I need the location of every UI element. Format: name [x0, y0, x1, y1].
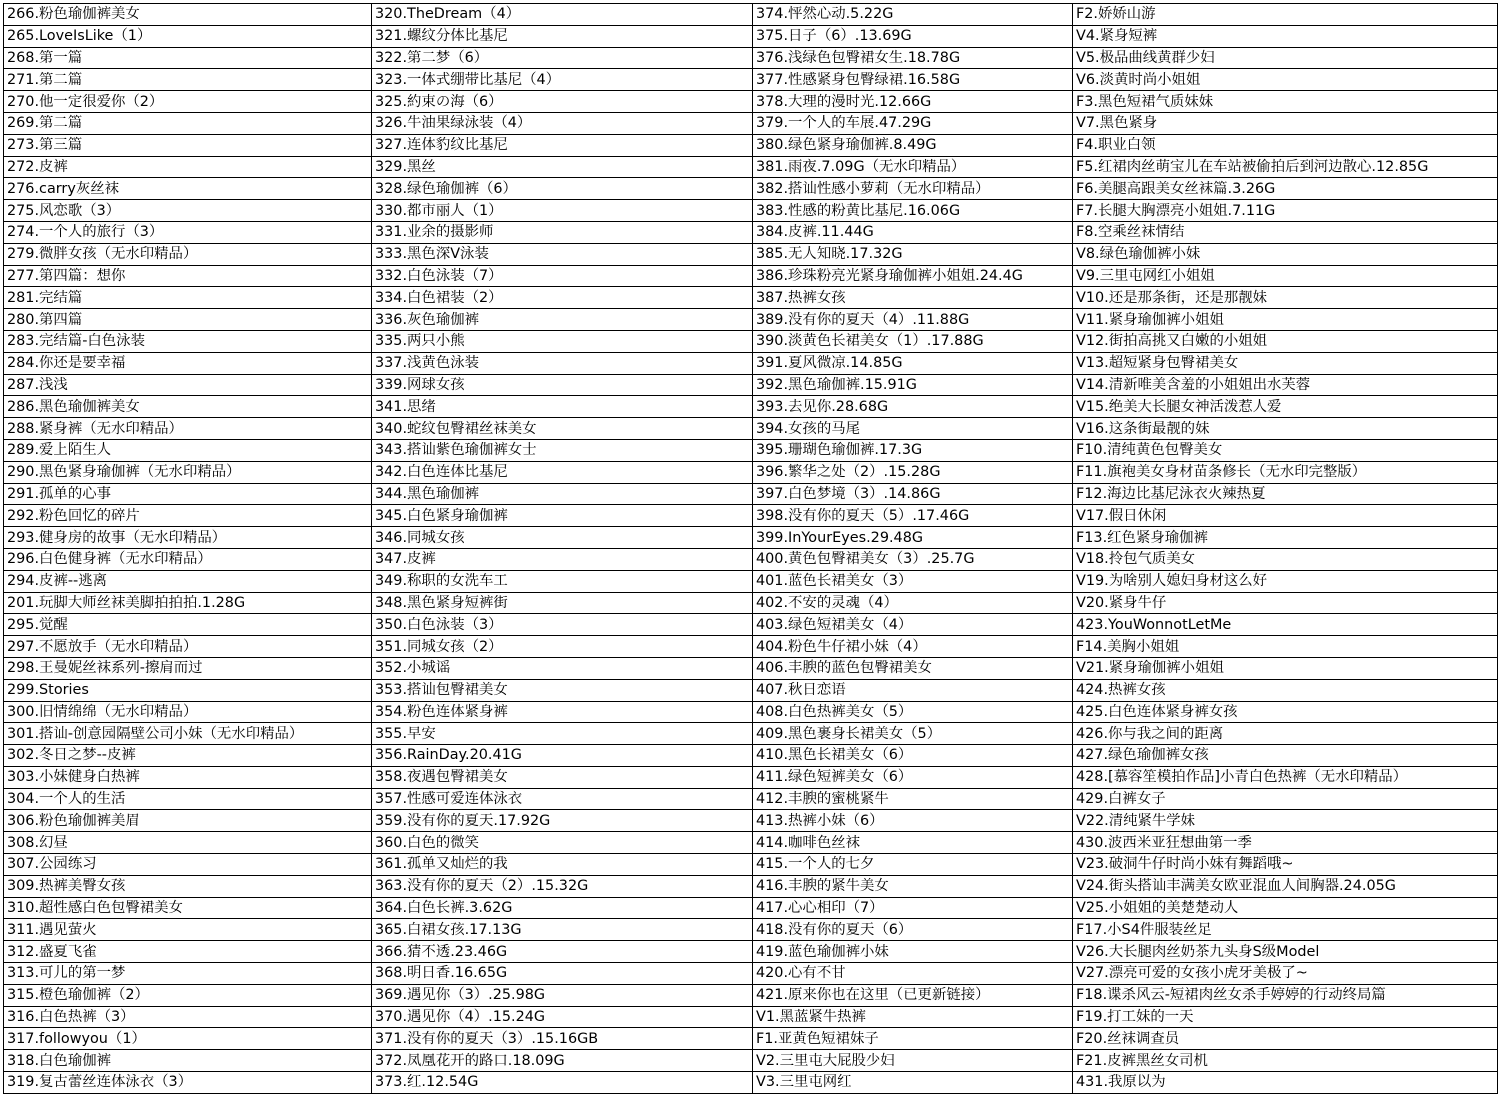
table-cell: 358.夜遇包臀裙美女	[372, 766, 753, 788]
table-row	[4, 112, 1498, 134]
table-row	[4, 69, 1498, 91]
table-cell: 322.第二梦（6）	[372, 47, 753, 69]
table-row	[4, 418, 1498, 440]
table-cell: 318.白色瑜伽裤	[4, 1050, 372, 1072]
table-cell: 339.网球女孩	[372, 374, 753, 396]
table-cell: 414.咖啡色丝袜	[753, 832, 1073, 854]
table-cell: 382.搭讪性感小萝莉（无水印精品）	[753, 178, 1073, 200]
table-row	[4, 723, 1498, 745]
table-row	[4, 941, 1498, 963]
table-cell: 379.一个人的车展.47.29G	[753, 112, 1073, 134]
table-cell: 296.白色健身裤（无水印精品）	[4, 548, 372, 570]
table-cell: F14.美胸小姐姐	[1073, 636, 1498, 658]
table-cell: V3.三里屯网红	[753, 1072, 1073, 1094]
table-row	[4, 25, 1498, 47]
table-cell: 280.第四篇	[4, 309, 372, 331]
table-cell: 268.第一篇	[4, 47, 372, 69]
file-list-body	[4, 4, 1498, 1094]
table-cell: 387.热裤女孩	[753, 287, 1073, 309]
table-cell: 298.王曼妮丝袜系列-擦肩而过	[4, 657, 372, 679]
table-cell: 396.繁华之处（2）.15.28G	[753, 461, 1073, 483]
table-cell: V12.街拍高挑又白嫩的小姐姐	[1073, 330, 1498, 352]
table-row	[4, 483, 1498, 505]
table-row	[4, 4, 1498, 26]
table-cell: 286.黑色瑜伽裤美女	[4, 396, 372, 418]
table-cell: V25.小姐姐的美楚楚动人	[1073, 897, 1498, 919]
table-cell: 415.一个人的七夕	[753, 854, 1073, 876]
table-cell: 397.白色梦境（3）.14.86G	[753, 483, 1073, 505]
table-cell: 303.小妹健身白热裤	[4, 766, 372, 788]
table-row	[4, 374, 1498, 396]
table-cell: 399.InYourEyes.29.48G	[753, 527, 1073, 549]
table-row	[4, 47, 1498, 69]
table-cell: 376.浅绿色包臀裙女生.18.78G	[753, 47, 1073, 69]
table-cell: 273.第三篇	[4, 134, 372, 156]
table-cell: 307.公园练习	[4, 854, 372, 876]
table-cell: 425.白色连体紧身裤女孩	[1073, 701, 1498, 723]
table-cell: 369.遇见你（3）.25.98G	[372, 984, 753, 1006]
table-cell: V18.拎包气质美女	[1073, 548, 1498, 570]
table-cell: 389.没有你的夏天（4）.11.88G	[753, 309, 1073, 331]
table-cell: 352.小城谣	[372, 657, 753, 679]
table-cell: 392.黑色瑜伽裤.15.91G	[753, 374, 1073, 396]
table-cell: 320.TheDream（4）	[372, 4, 753, 26]
table-cell: 300.旧情绵绵（无水印精品）	[4, 701, 372, 723]
table-row	[4, 788, 1498, 810]
table-cell: 319.复古蕾丝连体泳衣（3）	[4, 1072, 372, 1094]
table-cell: 349.称职的女洗车工	[372, 570, 753, 592]
table-cell: 411.绿色短裤美女（6）	[753, 766, 1073, 788]
table-cell: F21.皮裤黑丝女司机	[1073, 1050, 1498, 1072]
table-cell: 426.你与我之间的距离	[1073, 723, 1498, 745]
table-cell: 308.幻昼	[4, 832, 372, 854]
table-cell: 400.黄色包臀裙美女（3）.25.7G	[753, 548, 1073, 570]
table-row	[4, 832, 1498, 854]
table-cell: 287.浅浅	[4, 374, 372, 396]
table-row	[4, 701, 1498, 723]
table-cell: 346.同城女孩	[372, 527, 753, 549]
table-cell: 363.没有你的夏天（2）.15.32G	[372, 875, 753, 897]
table-cell: 385.无人知晓.17.32G	[753, 243, 1073, 265]
table-cell: 377.性感紧身包臀绿裙.16.58G	[753, 69, 1073, 91]
table-cell: 321.螺纹分体比基尼	[372, 25, 753, 47]
table-cell: 290.黑色紧身瑜伽裤（无水印精品）	[4, 461, 372, 483]
table-cell: 275.风恋歌（3）	[4, 200, 372, 222]
table-cell: 429.白裤女子	[1073, 788, 1498, 810]
table-cell: 361.孤单又灿烂的我	[372, 854, 753, 876]
table-cell: F18.谍杀风云-短裙肉丝女杀手婷婷的行动终局篇	[1073, 984, 1498, 1006]
table-cell: F12.海边比基尼泳衣火辣热夏	[1073, 483, 1498, 505]
table-cell: 309.热裤美臀女孩	[4, 875, 372, 897]
table-cell: 294.皮裤--逃离	[4, 570, 372, 592]
table-cell: 288.紧身裤（无水印精品）	[4, 418, 372, 440]
table-cell: 351.同城女孩（2）	[372, 636, 753, 658]
table-row	[4, 221, 1498, 243]
table-cell: F13.红色紧身瑜伽裤	[1073, 527, 1498, 549]
table-row	[4, 1072, 1498, 1094]
table-cell: 401.蓝色长裙美女（3）	[753, 570, 1073, 592]
table-row	[4, 330, 1498, 352]
table-row	[4, 766, 1498, 788]
table-cell: 356.RainDay.20.41G	[372, 745, 753, 767]
table-cell: V23.破洞牛仔时尚小妹有舞蹈哦~	[1073, 854, 1498, 876]
table-cell: 347.皮裤	[372, 548, 753, 570]
table-cell: 384.皮裤.11.44G	[753, 221, 1073, 243]
table-cell: 417.心心相印（7）	[753, 897, 1073, 919]
table-cell: V19.为啥别人媳妇身材这么好	[1073, 570, 1498, 592]
table-cell: V10.还是那条街，还是那靓妹	[1073, 287, 1498, 309]
table-cell: F10.清纯黄色包臀美女	[1073, 439, 1498, 461]
table-row	[4, 657, 1498, 679]
table-row	[4, 963, 1498, 985]
table-cell: 359.没有你的夏天.17.92G	[372, 810, 753, 832]
table-cell: 350.白色泳装（3）	[372, 614, 753, 636]
file-list-table	[3, 3, 1498, 1094]
table-cell: 374.怦然心动.5.22G	[753, 4, 1073, 26]
table-cell: 391.夏风微凉.14.85G	[753, 352, 1073, 374]
table-row	[4, 1028, 1498, 1050]
table-row	[4, 287, 1498, 309]
table-cell: 283.完结篇-白色泳装	[4, 330, 372, 352]
table-cell: 323.一体式绷带比基尼（4）	[372, 69, 753, 91]
table-row	[4, 984, 1498, 1006]
table-row	[4, 1050, 1498, 1072]
table-cell: F8.空乘丝袜情结	[1073, 221, 1498, 243]
table-cell: 345.白色紧身瑜伽裤	[372, 505, 753, 527]
table-cell: 335.两只小熊	[372, 330, 753, 352]
table-cell: 306.粉色瑜伽裤美眉	[4, 810, 372, 832]
table-cell: 403.绿色短裙美女（4）	[753, 614, 1073, 636]
table-cell: 299.Stories	[4, 679, 372, 701]
table-cell: 431.我原以为	[1073, 1072, 1498, 1094]
table-cell: 201.玩脚大师丝袜美脚拍拍拍.1.28G	[4, 592, 372, 614]
table-cell: 332.白色泳装（7）	[372, 265, 753, 287]
table-cell: 317.followyou（1）	[4, 1028, 372, 1050]
table-cell: 421.原来你也在这里（已更新链接）	[753, 984, 1073, 1006]
table-cell: 395.珊瑚色瑜伽裤.17.3G	[753, 439, 1073, 461]
table-cell: 274.一个人的旅行（3）	[4, 221, 372, 243]
table-cell: 366.猜不透.23.46G	[372, 941, 753, 963]
table-cell: 310.超性感白色包臀裙美女	[4, 897, 372, 919]
table-cell: 375.日子（6）.13.69G	[753, 25, 1073, 47]
table-cell: 329.黑丝	[372, 156, 753, 178]
table-cell: 371.没有你的夏天（3）.15.16GB	[372, 1028, 753, 1050]
table-cell: 353.搭讪包臀裙美女	[372, 679, 753, 701]
table-cell: 386.珍珠粉亮光紧身瑜伽裤小姐姐.24.4G	[753, 265, 1073, 287]
table-cell: V20.紧身牛仔	[1073, 592, 1498, 614]
table-cell: V5.极品曲线黄群少妇	[1073, 47, 1498, 69]
table-cell: 423.YouWonnotLetMe	[1073, 614, 1498, 636]
table-cell: F1.亚黄色短裙妹子	[753, 1028, 1073, 1050]
table-cell: 337.浅黄色泳装	[372, 352, 753, 374]
table-row	[4, 570, 1498, 592]
table-cell: F7.长腿大胸漂亮小姐姐.7.11G	[1073, 200, 1498, 222]
table-cell: V11.紧身瑜伽裤小姐姐	[1073, 309, 1498, 331]
table-cell: 331.业余的摄影师	[372, 221, 753, 243]
table-row	[4, 309, 1498, 331]
table-cell: 424.热裤女孩	[1073, 679, 1498, 701]
table-cell: V13.超短紧身包臀裙美女	[1073, 352, 1498, 374]
table-cell: 365.白裙女孩.17.13G	[372, 919, 753, 941]
table-cell: 427.绿色瑜伽裤女孩	[1073, 745, 1498, 767]
table-row	[4, 243, 1498, 265]
table-cell: 393.去见你.28.68G	[753, 396, 1073, 418]
table-cell: 265.LoveIsLike（1）	[4, 25, 372, 47]
table-cell: 343.搭讪紫色瑜伽裤女士	[372, 439, 753, 461]
table-cell: F5.红裙肉丝萌宝儿在车站被偷拍后到河边散心.12.85G	[1073, 156, 1498, 178]
table-cell: 378.大理的漫时光.12.66G	[753, 91, 1073, 113]
table-cell: F6.美腿高跟美女丝袜篇.3.26G	[1073, 178, 1498, 200]
table-row	[4, 897, 1498, 919]
table-cell: 402.不安的灵魂（4）	[753, 592, 1073, 614]
table-cell: V24.街头搭讪丰满美女欧亚混血人间胸器.24.05G	[1073, 875, 1498, 897]
table-cell: 311.遇见萤火	[4, 919, 372, 941]
table-cell: 420.心有不甘	[753, 963, 1073, 985]
table-cell: V6.淡黄时尚小姐姐	[1073, 69, 1498, 91]
table-cell: F3.黑色短裙气质妹妹	[1073, 91, 1498, 113]
table-row	[4, 156, 1498, 178]
table-cell: 357.性感可爱连体泳衣	[372, 788, 753, 810]
table-cell: 373.红.12.54G	[372, 1072, 753, 1094]
table-cell: 272.皮裤	[4, 156, 372, 178]
table-cell: 292.粉色回忆的碎片	[4, 505, 372, 527]
table-cell: 304.一个人的生活	[4, 788, 372, 810]
table-cell: 412.丰腴的蜜桃紧牛	[753, 788, 1073, 810]
table-row	[4, 265, 1498, 287]
table-row	[4, 461, 1498, 483]
table-row	[4, 919, 1498, 941]
table-row	[4, 636, 1498, 658]
table-row	[4, 854, 1498, 876]
table-cell: 284.你还是要幸福	[4, 352, 372, 374]
table-cell: 336.灰色瑜伽裤	[372, 309, 753, 331]
table-cell: 277.第四篇：想你	[4, 265, 372, 287]
table-cell: V17.假日休闲	[1073, 505, 1498, 527]
table-cell: 408.白色热裤美女（5）	[753, 701, 1073, 723]
table-row	[4, 352, 1498, 374]
table-cell: F4.职业白领	[1073, 134, 1498, 156]
table-cell: 360.白色的微笑	[372, 832, 753, 854]
table-cell: 297.不愿放手（无水印精品）	[4, 636, 372, 658]
table-cell: 372.凤凰花开的路口.18.09G	[372, 1050, 753, 1072]
table-cell: 430.波西米亚狂想曲第一季	[1073, 832, 1498, 854]
table-cell: 419.蓝色瑜伽裤小妹	[753, 941, 1073, 963]
table-cell: 428.[慕容笙模拍作品]小青白色热裤（无水印精品）	[1073, 766, 1498, 788]
table-cell: 398.没有你的夏天（5）.17.46G	[753, 505, 1073, 527]
table-cell: 364.白色长裤.3.62G	[372, 897, 753, 919]
table-row	[4, 527, 1498, 549]
table-cell: 407.秋日恋语	[753, 679, 1073, 701]
table-cell: 330.都市丽人（1）	[372, 200, 753, 222]
table-cell: 381.雨夜.7.09G（无水印精品）	[753, 156, 1073, 178]
table-cell: 302.冬日之梦--皮裤	[4, 745, 372, 767]
table-cell: 406.丰腴的蓝色包臀裙美女	[753, 657, 1073, 679]
table-cell: 326.牛油果绿泳装（4）	[372, 112, 753, 134]
table-row	[4, 679, 1498, 701]
table-row	[4, 200, 1498, 222]
table-cell: 370.遇见你（4）.15.24G	[372, 1006, 753, 1028]
table-cell: 313.可儿的第一梦	[4, 963, 372, 985]
table-cell: 269.第二篇	[4, 112, 372, 134]
table-cell: 418.没有你的夏天（6）	[753, 919, 1073, 941]
table-cell: 295.觉醒	[4, 614, 372, 636]
table-row	[4, 548, 1498, 570]
table-cell: 341.思绪	[372, 396, 753, 418]
table-cell: 315.橙色瑜伽裤（2）	[4, 984, 372, 1006]
table-cell: 413.热裤小妹（6）	[753, 810, 1073, 832]
table-cell: V7.黑色紧身	[1073, 112, 1498, 134]
table-cell: 325.約束の海（6）	[372, 91, 753, 113]
table-cell: 291.孤单的心事	[4, 483, 372, 505]
table-row	[4, 745, 1498, 767]
table-cell: 271.第二篇	[4, 69, 372, 91]
table-cell: V4.紧身短裤	[1073, 25, 1498, 47]
table-cell: 344.黑色瑜伽裤	[372, 483, 753, 505]
table-cell: 355.早安	[372, 723, 753, 745]
table-cell: 390.淡黄色长裙美女（1）.17.88G	[753, 330, 1073, 352]
table-cell: V16.这条街最靓的妹	[1073, 418, 1498, 440]
table-cell: 327.连体豹纹比基尼	[372, 134, 753, 156]
table-row	[4, 439, 1498, 461]
table-cell: V22.清纯紧牛学妹	[1073, 810, 1498, 832]
table-cell: 270.他一定很爱你（2）	[4, 91, 372, 113]
table-cell: V2.三里屯大屁股少妇	[753, 1050, 1073, 1072]
table-cell: 316.白色热裤（3）	[4, 1006, 372, 1028]
table-row	[4, 592, 1498, 614]
table-cell: 289.爱上陌生人	[4, 439, 372, 461]
table-cell: 333.黑色深V泳装	[372, 243, 753, 265]
table-cell: 328.绿色瑜伽裤（6）	[372, 178, 753, 200]
table-cell: 383.性感的粉黄比基尼.16.06G	[753, 200, 1073, 222]
table-row	[4, 134, 1498, 156]
table-cell: V26.大长腿肉丝奶茶九头身S级Model	[1073, 941, 1498, 963]
table-cell: 394.女孩的马尾	[753, 418, 1073, 440]
table-row	[4, 178, 1498, 200]
table-cell: 293.健身房的故事（无水印精品）	[4, 527, 372, 549]
table-cell: F2.娇娇山游	[1073, 4, 1498, 26]
table-cell: 334.白色裙装（2）	[372, 287, 753, 309]
table-cell: 266.粉色瑜伽裤美女	[4, 4, 372, 26]
table-row	[4, 396, 1498, 418]
table-cell: 404.粉色牛仔裙小妹（4）	[753, 636, 1073, 658]
table-cell: 276.carry灰丝袜	[4, 178, 372, 200]
table-row	[4, 91, 1498, 113]
table-row	[4, 810, 1498, 832]
table-cell: V27.漂亮可爱的女孩小虎牙美极了~	[1073, 963, 1498, 985]
table-cell: 354.粉色连体紧身裤	[372, 701, 753, 723]
table-cell: V21.紧身瑜伽裤小姐姐	[1073, 657, 1498, 679]
table-cell: F17.小S4件服装丝足	[1073, 919, 1498, 941]
table-cell: 348.黑色紧身短裤街	[372, 592, 753, 614]
table-cell: F19.打工妹的一天	[1073, 1006, 1498, 1028]
table-cell: V9.三里屯网红小姐姐	[1073, 265, 1498, 287]
table-row	[4, 614, 1498, 636]
table-cell: 410.黑色长裙美女（6）	[753, 745, 1073, 767]
table-cell: 340.蛇纹包臀裙丝袜美女	[372, 418, 753, 440]
table-cell: 416.丰腴的紧牛美女	[753, 875, 1073, 897]
table-cell: 301.搭讪-创意园隔壁公司小妹（无水印精品）	[4, 723, 372, 745]
table-row	[4, 875, 1498, 897]
table-cell: 368.明日香.16.65G	[372, 963, 753, 985]
table-cell: V14.清新唯美含羞的小姐姐出水芙蓉	[1073, 374, 1498, 396]
table-cell: 279.微胖女孩（无水印精品）	[4, 243, 372, 265]
table-row	[4, 1006, 1498, 1028]
table-cell: 281.完结篇	[4, 287, 372, 309]
table-row	[4, 505, 1498, 527]
table-cell: V8.绿色瑜伽裤小妹	[1073, 243, 1498, 265]
table-cell: F20.丝袜调查员	[1073, 1028, 1498, 1050]
table-cell: V15.绝美大长腿女神活泼惹人爱	[1073, 396, 1498, 418]
table-cell: 342.白色连体比基尼	[372, 461, 753, 483]
table-cell: V1.黑蓝紧牛热裤	[753, 1006, 1073, 1028]
table-cell: F11.旗袍美女身材苗条修长（无水印完整版）	[1073, 461, 1498, 483]
table-cell: 409.黑色裹身长裙美女（5）	[753, 723, 1073, 745]
table-cell: 312.盛夏飞雀	[4, 941, 372, 963]
table-cell: 380.绿色紧身瑜伽裤.8.49G	[753, 134, 1073, 156]
